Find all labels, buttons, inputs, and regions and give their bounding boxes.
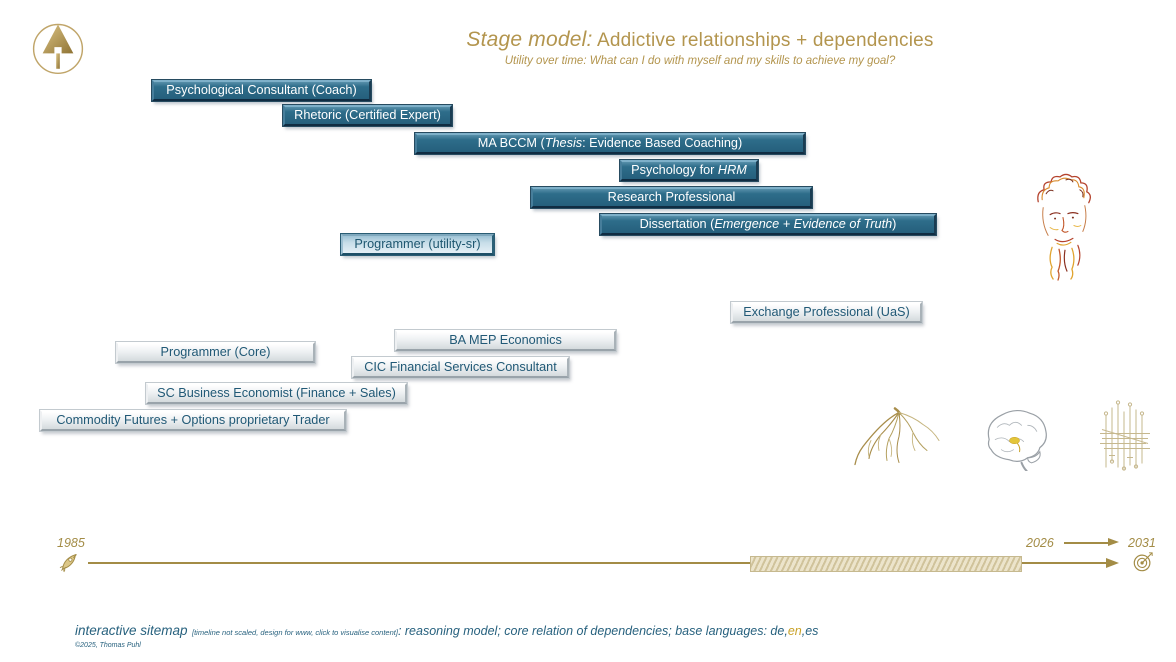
- stage-bar-psychology-for-hrm[interactable]: [620, 160, 758, 181]
- bar-label: SC Business Economist (Finance + Sales): [157, 386, 396, 400]
- timeline-arrowhead: [1106, 558, 1119, 568]
- stage-bar-programmer-utility-sr[interactable]: [341, 234, 494, 255]
- bar-label: Psychological Consultant (Coach): [166, 83, 357, 97]
- page-title-rest: Addictive relationships + dependencies: [592, 30, 934, 51]
- page-header: [400, 28, 1000, 67]
- mid-to-end-arrow-line: [1064, 542, 1110, 544]
- bar-label-suffix: : Evidence Based Coaching): [582, 136, 743, 150]
- timeline-mid-year: 2026: [1026, 536, 1054, 550]
- stage-bar-exchange-professional-uas[interactable]: [731, 302, 922, 323]
- mid-to-end-arrowhead: [1108, 538, 1119, 546]
- stage-bar-psychological-consultant[interactable]: [152, 80, 371, 101]
- bar-label: Programmer (Core): [160, 345, 271, 359]
- stage-bar-programmer-core[interactable]: [116, 342, 315, 363]
- roots-sketch: [843, 406, 943, 472]
- stage-bar-rhetoric-certified-expert[interactable]: [283, 105, 452, 126]
- bar-label: Research Professional: [607, 190, 736, 204]
- timeline-hatch-segment: [750, 556, 1022, 572]
- stage-bar-cic-financial-services[interactable]: [352, 357, 569, 378]
- caption-language-highlight: en: [787, 624, 802, 638]
- target-icon: [1132, 551, 1154, 573]
- caption-tail: ,es: [801, 624, 819, 638]
- stage-bar-research-professional[interactable]: [531, 187, 812, 208]
- timeline-end-year: 2031: [1128, 536, 1156, 550]
- bar-label: Rhetoric (Certified Expert): [294, 108, 441, 122]
- face-sketch: [1028, 168, 1098, 282]
- bar-label: BA MEP Economics: [449, 333, 562, 347]
- bar-label: Commodity Futures + Options proprietary Trader: [56, 413, 330, 427]
- stage-bar-dissertation[interactable]: [600, 214, 936, 235]
- caption-title: interactive sitemap: [75, 623, 188, 638]
- timeline-start-year: 1985: [57, 536, 85, 550]
- bar-label: MA BCCM (: [477, 136, 545, 150]
- stage-bar-ma-bccm-thesis[interactable]: [415, 133, 805, 154]
- bar-label-italic: HRM: [717, 163, 747, 177]
- bar-label: Psychology for: [631, 163, 718, 177]
- bar-label-italic: Emergence + Evidence of Truth: [714, 217, 893, 231]
- page-title: [400, 28, 1000, 52]
- page-subtitle: Utility over time: What can I do with myself and my skills to achieve my goal?: [504, 55, 896, 67]
- copyright-notice: ©2025, Thomas Puhl: [75, 642, 141, 649]
- rocket-icon: [58, 551, 80, 573]
- bar-label: Exchange Professional (UaS): [743, 305, 910, 319]
- footer-caption: [75, 622, 818, 649]
- arrow-tree-logo-icon: [30, 18, 86, 78]
- caption-note: [timeline not scaled, design for www, click to visualise content]: [192, 628, 398, 637]
- bar-label-suffix: ): [892, 217, 897, 231]
- bar-label: Dissertation (: [639, 217, 715, 231]
- page-title-emphasis: Stage model:: [466, 28, 593, 51]
- bar-label-italic: Thesis: [544, 136, 583, 150]
- abstract-grid-sketch: [1098, 397, 1153, 473]
- brain-sketch: [977, 405, 1053, 471]
- stage-bar-commodity-futures-trader[interactable]: [40, 410, 346, 431]
- stage-bar-sc-business-economist[interactable]: [146, 383, 407, 404]
- stage-bar-ba-mep-economics[interactable]: [395, 330, 616, 351]
- bar-label: CIC Financial Services Consultant: [364, 360, 557, 374]
- bar-label: Programmer (utility-sr): [354, 237, 481, 251]
- caption-body: : reasoning model; core relation of dependencies; base languages: de,: [397, 624, 788, 638]
